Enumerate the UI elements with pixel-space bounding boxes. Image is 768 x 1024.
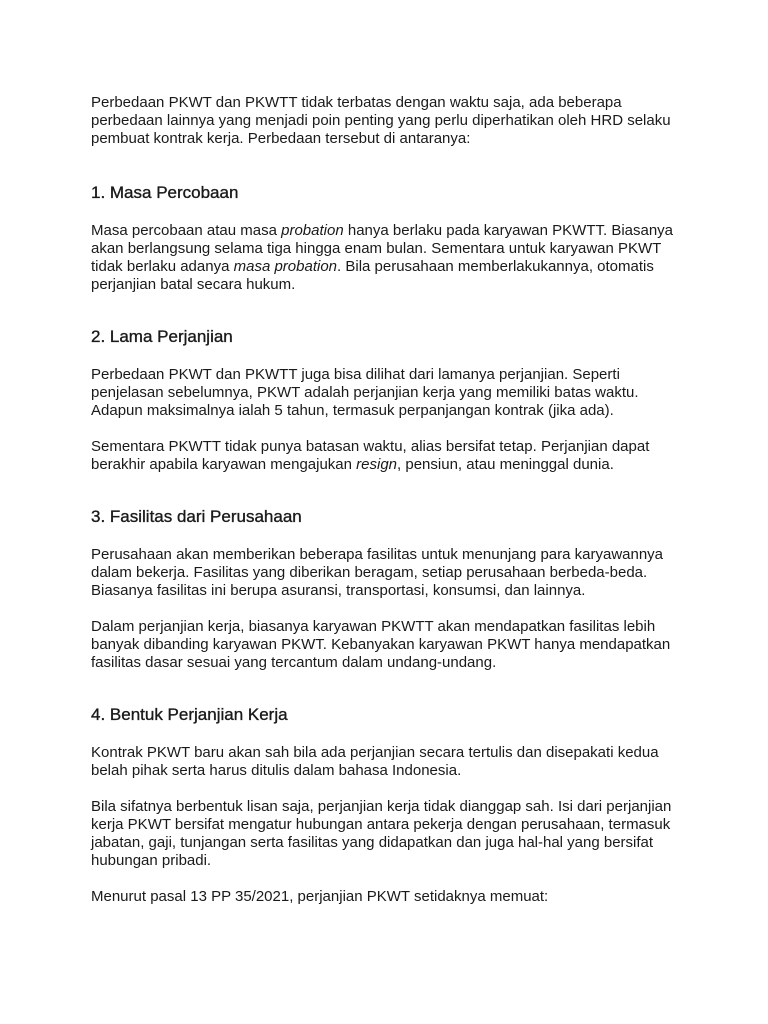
section-heading-bentuk-perjanjian: 4. Bentuk Perjanjian Kerja [91,705,288,724]
text-run: , pensiun, atau meninggal dunia. [397,456,614,473]
paragraph-bentuk-perjanjian-3: Menurut pasal 13 PP 35/2021, perjanjian PKWT setidaknya memuat: [91,888,549,905]
paragraph-bentuk-perjanjian-2: Bila sifatnya berbentuk lisan saja, perjanjian kerja tidak dianggap sah. Isi dari perjanjian kerja PKWT bersifat mengatur hubungan antara pekerja dengan perusahaan, termasuk jabatan, gaji, tunjangan serta fasilitas yang didapatkan dan juga hal-hal yang bersifat hubungan pribadi. [91,798,672,869]
paragraph-fasilitas-2: Dalam perjanjian kerja, biasanya karyawan PKWTT akan mendapatkan fasilitas lebih banyak dibanding karyawan PKWT. Kebanyakan karyawan PKWT hanya mendapatkan fasilitas dasar sesuai yang tercantum dalam undang-undang. [91,618,671,671]
text-run: Masa percobaan atau masa [91,222,282,239]
italic-term: probation [281,222,344,239]
section-heading-lama-perjanjian: 2. Lama Perjanjian [91,327,233,346]
text-run: hanya berlaku pada karyawan PKWTT. Biasanya akan berlangsung selama tiga hingga enam bulan. Sementara untuk karyawan PKWT tidak berlaku adanya [91,222,674,275]
italic-term: masa probation [233,258,338,275]
paragraph-lama-perjanjian-1: Perbedaan PKWT dan PKWTT juga bisa dilihat dari lamanya perjanjian. Seperti penjelasan sebelumnya, PKWT adalah perjanjian kerja yang memiliki batas waktu. Adapun maksimalnya ialah 5 tahun, termasuk perpanjangan kontrak (jika ada). [91,366,639,419]
intro-paragraph: Perbedaan PKWT dan PKWTT tidak terbatas dengan waktu saja, ada beberapa perbedaan lainnya yang menjadi poin penting yang perlu diperhatikan oleh HRD selaku pembuat kontrak kerja. Perbedaan tersebut di antaranya: [91,94,671,147]
section-heading-masa-percobaan: 1. Masa Percobaan [91,183,239,202]
text-run: Sementara PKWTT tidak punya batasan waktu, alias bersifat tetap. Perjanjian dapat berakhir apabila karyawan mengajukan [91,438,650,473]
paragraph-fasilitas-1: Perusahaan akan memberikan beberapa fasilitas untuk menunjang para karyawannya dalam bekerja. Fasilitas yang diberikan beragam, setiap perusahaan berbeda-beda. Biasanya fasilitas ini berupa asuransi, transportasi, konsumsi, dan lainnya. [91,546,664,599]
text-run: . Bila perusahaan memberlakukannya, otomatis perjanjian batal secara hukum. [91,258,654,293]
paragraph-bentuk-perjanjian-1: Kontrak PKWT baru akan sah bila ada perjanjian secara tertulis dan disepakati kedua belah pihak serta harus ditulis dalam bahasa Indonesia. [91,744,659,779]
section-heading-fasilitas: 3. Fasilitas dari Perusahaan [91,507,302,526]
paragraph-masa-percobaan [91,222,691,294]
italic-term: resign [356,456,398,473]
paragraph-lama-perjanjian-2 [91,438,691,474]
document-body [91,94,691,906]
